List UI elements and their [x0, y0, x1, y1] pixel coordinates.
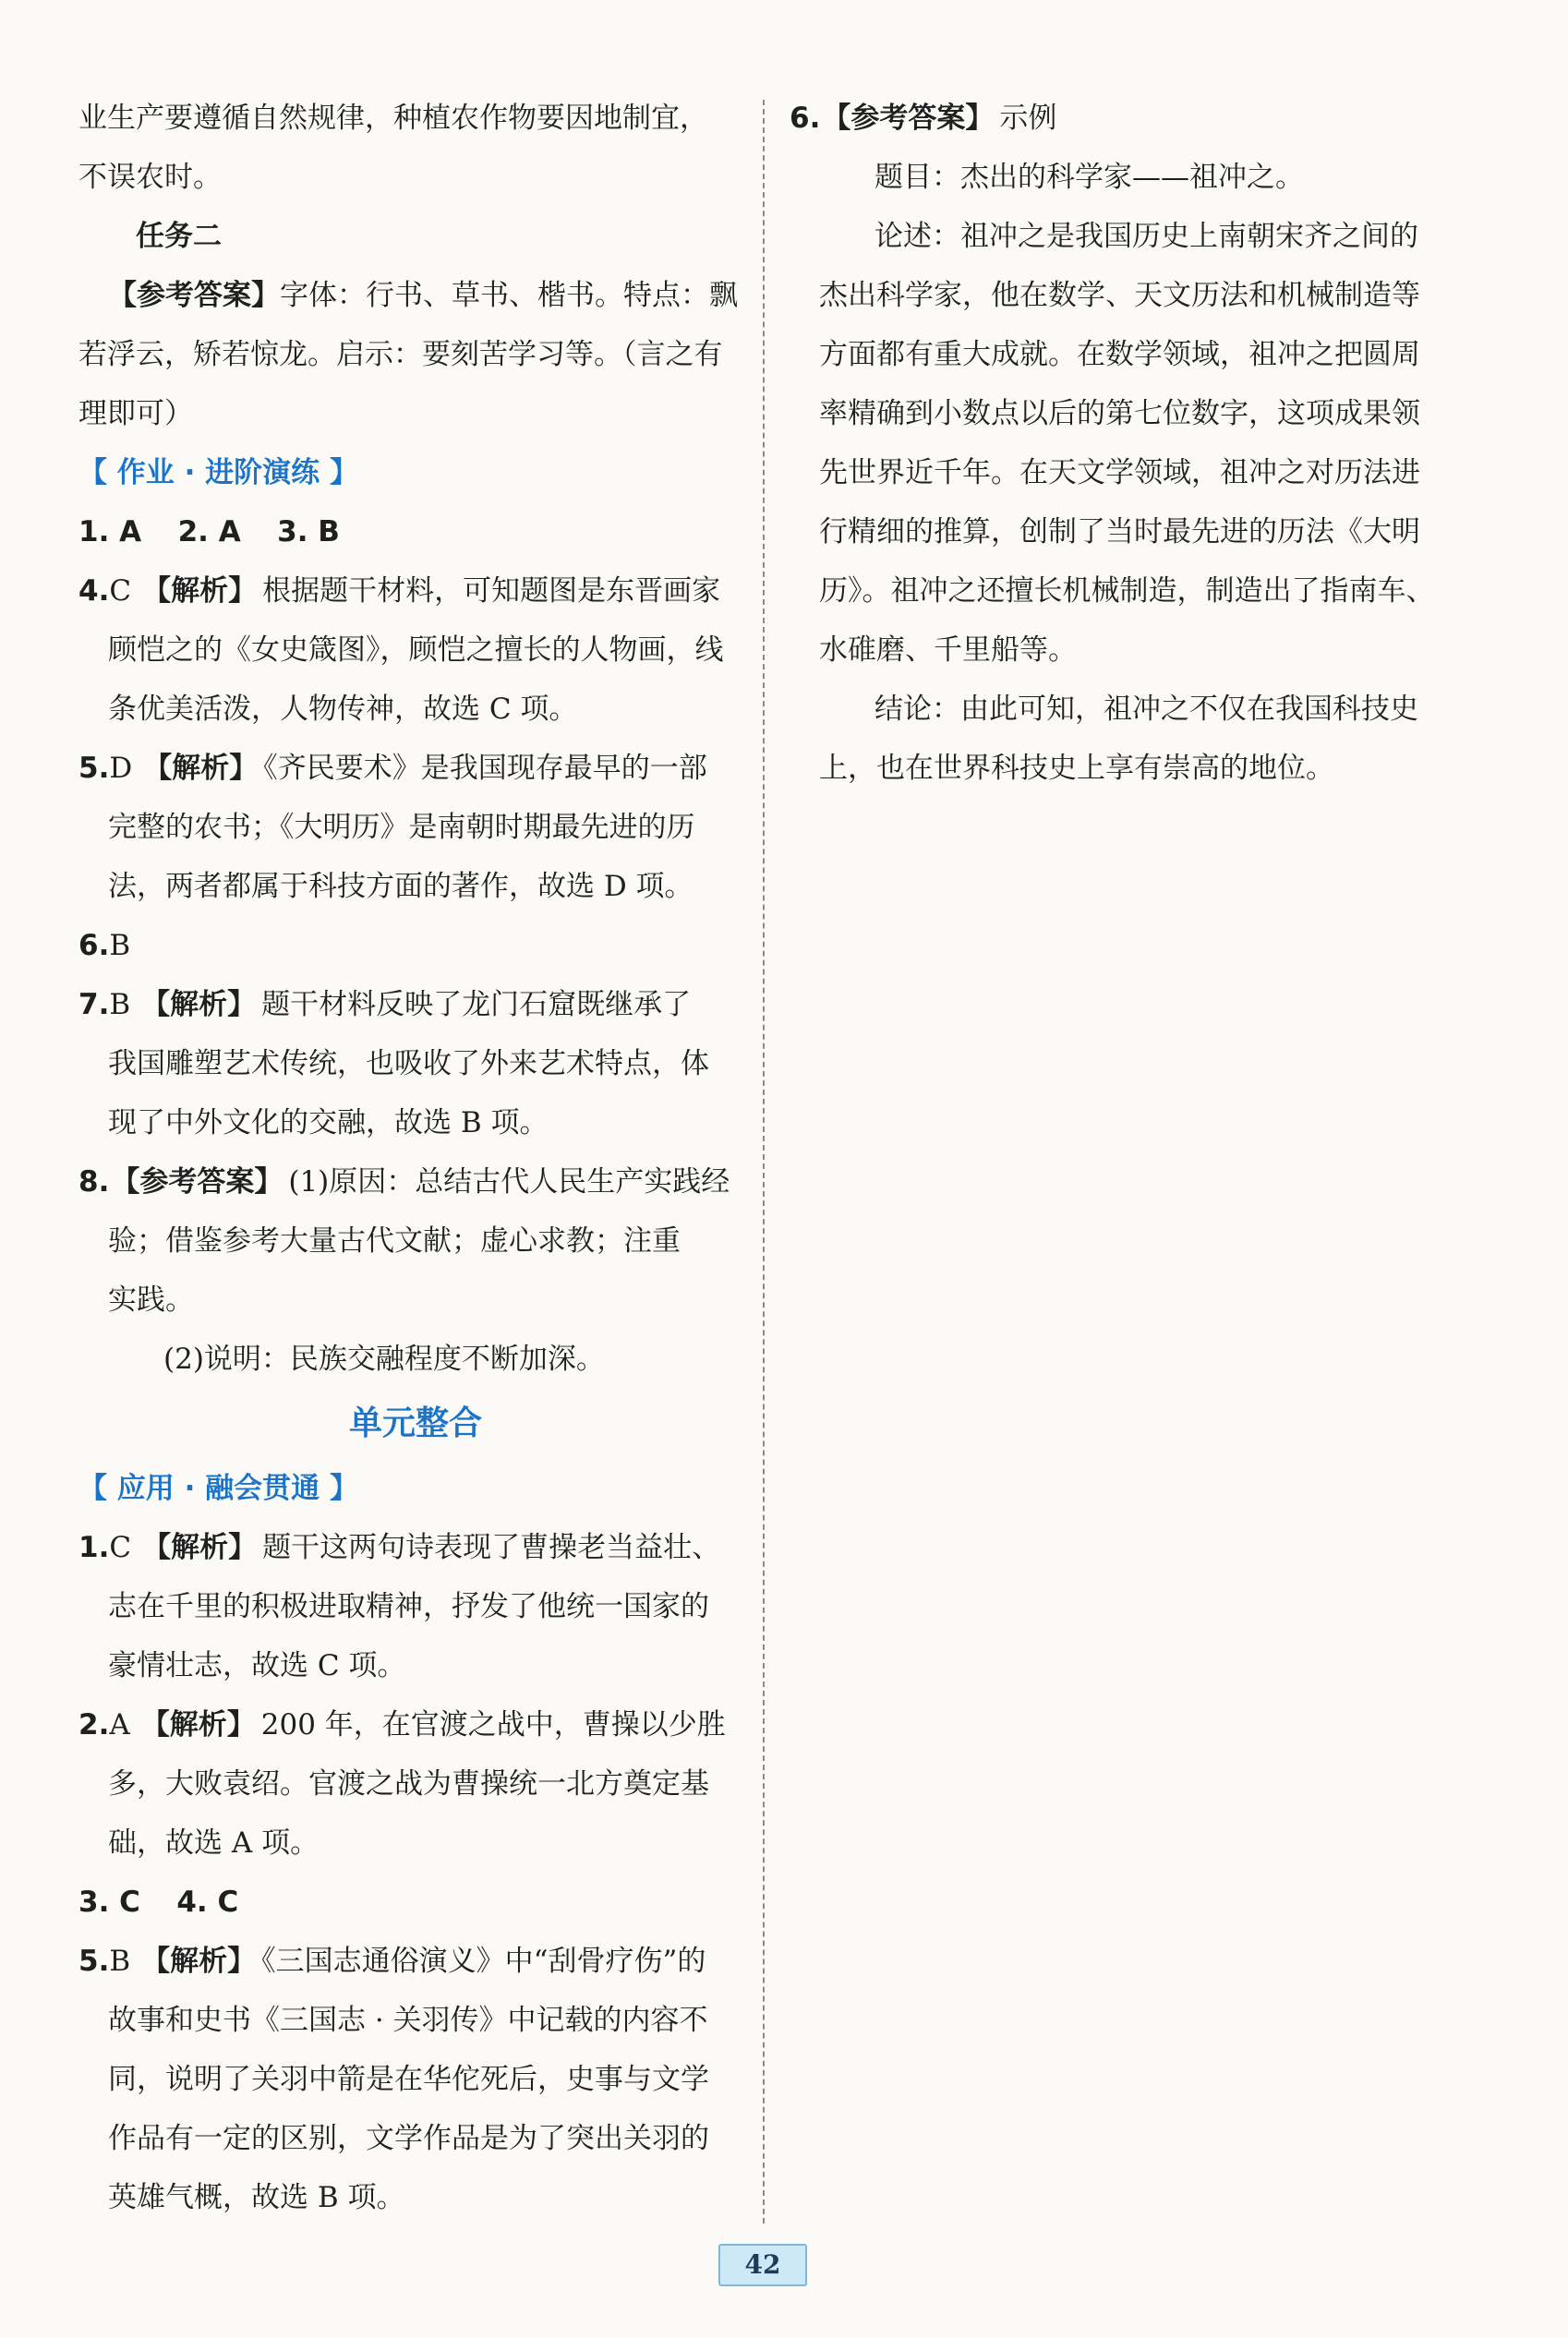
- choice: B: [109, 1945, 131, 1978]
- unit-title: 单元整合: [348, 1404, 482, 1442]
- analysis-tag: 【解析】: [143, 752, 259, 785]
- text-line: 志在千里的积极进取精神，抒发了他统一国家的: [108, 1590, 709, 1623]
- text-line: 200 年，在官渡之战中，曹操以少胜: [260, 1708, 726, 1741]
- question-number: 5.: [78, 1945, 110, 1978]
- answer-row: [78, 502, 753, 561]
- analysis-tag: 【解析】: [141, 1945, 257, 1978]
- choice: B: [109, 929, 131, 962]
- text-line: 现了中外文化的交融，故选 B 项。: [108, 1106, 549, 1139]
- choice: A: [109, 1708, 130, 1741]
- text-line: 论述：祖冲之是我国历史上南朝宋齐之间的: [874, 220, 1418, 253]
- text-line: 《齐民要术》是我国现存最早的一部: [263, 752, 707, 785]
- text-line: 英雄气概，故选 B 项。: [108, 2181, 405, 2214]
- text-line: 同，说明了关羽中箭是在华佗死后，史事与文学: [108, 2063, 709, 2096]
- answer-item: 4. C: [176, 1886, 239, 1919]
- choice: C: [109, 574, 132, 608]
- question-number: 8.: [78, 1165, 110, 1199]
- right-column: [790, 89, 1459, 798]
- text-line: 作品有一定的区别，文学作品是为了突出关羽的: [108, 2122, 709, 2155]
- text-line: 多，大败袁绍。官渡之战为曹操统一北方奠定基: [108, 1767, 709, 1801]
- answer-item: 2. A: [177, 515, 241, 548]
- choice: D: [109, 752, 133, 785]
- question-number: 7.: [78, 988, 110, 1021]
- section-heading: 【 作业 · 进阶演练 】: [78, 456, 358, 489]
- text-line: 结论：由此可知，祖冲之不仅在我国科技史: [874, 693, 1418, 726]
- column-divider: [763, 100, 765, 2224]
- text-line: 题干材料反映了龙门石窟既继承了: [261, 988, 692, 1021]
- task2-answer-line: [78, 266, 753, 325]
- analysis-tag: 【解析】: [140, 1708, 256, 1741]
- text-line: 行精细的推算，创制了当时最先进的历法《大明: [819, 515, 1420, 548]
- question-number: 4.: [78, 574, 110, 608]
- text-line: 豪情壮志，故选 C 项。: [108, 1649, 406, 1682]
- unit-question-2: [78, 1695, 753, 1754]
- text-line: 业生产要遵循自然规律，种植农作物要因地制宜，: [78, 102, 708, 135]
- question-number: 6.: [78, 929, 110, 962]
- text-line: 杰出科学家，他在数学、天文历法和机械制造等: [819, 279, 1420, 312]
- text-line: 不误农时。: [78, 161, 222, 194]
- question-number: 2.: [78, 1708, 110, 1741]
- question-5: [78, 739, 753, 798]
- text-line: 若浮云，矫若惊龙。启示：要刻苦学习等。（言之有: [78, 338, 723, 371]
- text-line: 实践。: [108, 1283, 194, 1317]
- text-line: 础，故选 A 项。: [108, 1826, 320, 1860]
- text-line: 《三国志通俗演义》中“刮骨疗伤”的: [261, 1945, 706, 1978]
- text-line: 题目：杰出的科学家——祖冲之。: [874, 161, 1304, 194]
- task2-title: 任务二: [136, 220, 222, 253]
- analysis-tag: 【解析】: [142, 1531, 258, 1564]
- text-line: 率精确到小数点以后的第七位数字，这项成果领: [819, 397, 1420, 430]
- question-number: 6.: [790, 102, 821, 135]
- choice: B: [109, 988, 131, 1021]
- unit-question-5: [78, 1932, 753, 1991]
- analysis-tag: 【解析】: [142, 574, 258, 608]
- text-line: 条优美活泼，人物传神，故选 C 项。: [108, 693, 578, 726]
- answer-tag: 【参考答案】: [822, 102, 995, 135]
- text-line: 题干这两句诗表现了曹操老当益壮、: [262, 1531, 721, 1564]
- text-line: 上，也在世界科技史上享有崇高的地位。: [819, 752, 1334, 785]
- text-line: 我国雕塑艺术传统，也吸收了外来艺术特点，体: [108, 1047, 709, 1080]
- choice: C: [109, 1531, 132, 1564]
- unit-question-1: [78, 1518, 753, 1577]
- question-4: [78, 561, 753, 621]
- text-line: 根据题干材料，可知题图是东晋画家: [262, 574, 721, 608]
- question-number: 1.: [78, 1531, 110, 1564]
- question-7: [78, 975, 753, 1034]
- analysis-tag: 【解析】: [141, 988, 257, 1021]
- left-column: [78, 89, 753, 2227]
- text-line: (2)说明：民族交融程度不断加深。: [163, 1343, 605, 1376]
- answer-tag: 【参考答案】: [111, 1165, 283, 1199]
- answer-item: 3. C: [78, 1886, 140, 1919]
- text-line: 法，两者都属于科技方面的著作，故选 D 项。: [108, 870, 694, 903]
- answer-item: 1. A: [78, 515, 142, 548]
- answer-tag: 【参考答案】: [108, 279, 280, 312]
- text-line: 顾恺之的《女史箴图》，顾恺之擅长的人物画，线: [108, 633, 724, 667]
- page-number: 42: [718, 2244, 807, 2286]
- text-line: 水碓磨、千里船等。: [819, 633, 1077, 667]
- text-line: 验；借鉴参考大量古代文献；虚心求教；注重: [108, 1224, 681, 1258]
- text-line: 故事和史书《三国志 · 关羽传》中记载的内容不: [108, 2004, 708, 2037]
- question-number: 5.: [78, 752, 110, 785]
- text-line: 理即可）: [78, 397, 193, 430]
- text-line: 完整的农书；《大明历》是南朝时期最先进的历: [108, 811, 695, 844]
- question-8: [78, 1152, 753, 1211]
- text-line: (1)原因：总结古代人民生产实践经: [288, 1165, 730, 1199]
- answer-row: [78, 1873, 753, 1932]
- text-line: 字体：行书、草书、楷书。特点：飘: [280, 279, 738, 312]
- section-heading: 【 应用 · 融会贯通 】: [78, 1472, 358, 1505]
- question-6: [78, 916, 753, 975]
- text-line: 示例: [999, 102, 1057, 135]
- text-line: 先世界近千年。在天文学领域，祖冲之对历法进: [819, 456, 1420, 489]
- text-line: 历》。祖冲之还擅长机械制造，制造出了指南车、: [819, 574, 1435, 608]
- question-6-answer: [790, 89, 1459, 148]
- text-line: 方面都有重大成就。在数学领域，祖冲之把圆周: [819, 338, 1420, 371]
- answer-item: 3. B: [277, 515, 340, 548]
